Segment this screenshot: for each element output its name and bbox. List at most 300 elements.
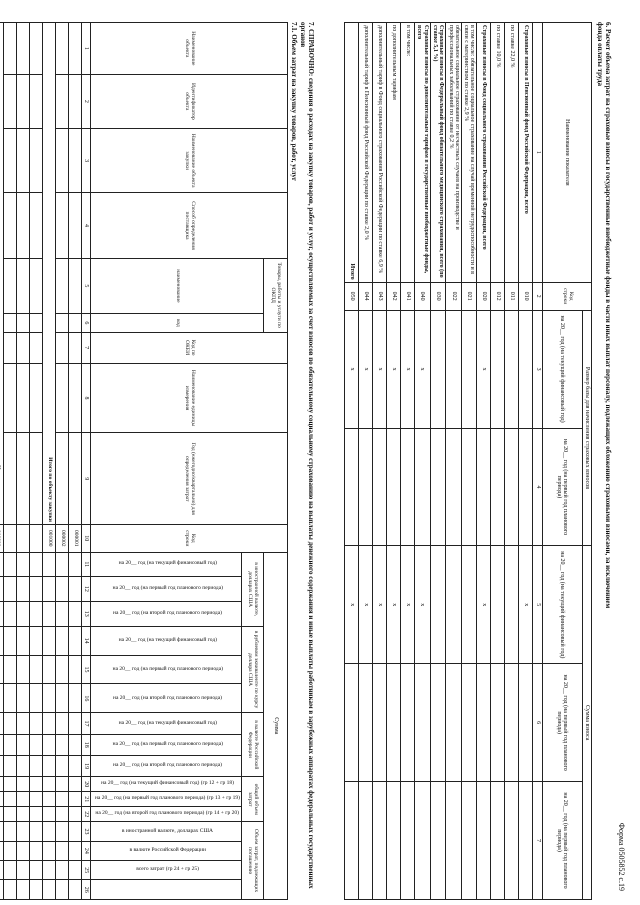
- s7-cell: [68, 807, 81, 822]
- s6-cell: x: [401, 546, 415, 664]
- s7-cell: [16, 734, 29, 755]
- s6-cell: [461, 782, 477, 900]
- s7-cell: [55, 861, 68, 880]
- s7-cell: [29, 880, 42, 900]
- s6-cell: [430, 664, 446, 782]
- s7-cell: [42, 552, 55, 576]
- s7-cell: [68, 655, 81, 684]
- s7-cell: [68, 861, 81, 880]
- s7-head-g2-ya: на 20__ год (на текущий финансовый год): [118, 636, 217, 643]
- s7-head-g2-yc: на 20__ год (на второй год планового периода): [113, 694, 222, 701]
- s7-cell: [16, 880, 29, 900]
- s7-cell: [16, 822, 29, 841]
- s6-cell: [446, 428, 462, 546]
- s7-table-row: [55, 23, 68, 900]
- s7-colnum: 18: [81, 734, 90, 755]
- s6-cell: x: [373, 546, 387, 664]
- s7-cell: [68, 314, 81, 333]
- s7-colnum: 7: [81, 332, 90, 363]
- s7-cell: [55, 734, 68, 755]
- s6-cell: x: [345, 310, 359, 428]
- s6-row-code: 012: [491, 282, 505, 310]
- s7-cell: [68, 576, 81, 601]
- s6-row-code: 022: [446, 282, 462, 310]
- s7-cell: [29, 734, 42, 755]
- s7-cell: [29, 755, 42, 776]
- s7-head-goods-code: код: [91, 314, 264, 333]
- s7-row-code: 000001: [68, 524, 81, 552]
- s7-head-g5: Объем затрат, подлежащих погашению: [242, 822, 264, 900]
- s6-row-code: 020: [477, 282, 491, 310]
- s7-table-row: [68, 23, 81, 900]
- s7-cell: [55, 880, 68, 900]
- s7-colnum: 3: [81, 128, 90, 192]
- s7-colnum: 1: [81, 23, 90, 75]
- s6-row-code: 043: [373, 282, 387, 310]
- s6-head-code: Код строки: [542, 282, 591, 310]
- s7-head-g1-ya: на 20__ год (на текущий финансовый год): [118, 560, 217, 567]
- s6-row-code: 040: [415, 282, 431, 310]
- s6-colnum: 7: [533, 782, 542, 900]
- s7-cell: [29, 822, 42, 841]
- s7-cell: [29, 128, 42, 192]
- s6-cell: x: [477, 310, 491, 428]
- s6-cell: [446, 546, 462, 664]
- s7-cell: [68, 433, 81, 525]
- s7-cell: [0, 880, 3, 900]
- s6-cell: x: [359, 310, 373, 428]
- s7-cell: [55, 258, 68, 313]
- s6-colnum: 3: [533, 310, 542, 428]
- s7-head-name: Наименование объекта: [91, 23, 288, 75]
- s7-cell: [55, 552, 68, 576]
- s7-cell: [55, 822, 68, 841]
- s7-head-g1: в иностранной валюте, долларах США: [242, 552, 264, 626]
- s6-head-group-plan: Сумма взноса: [582, 546, 591, 900]
- s6-row-code: 011: [505, 282, 519, 310]
- s6-row-code: 041: [401, 282, 415, 310]
- s7-cell: [68, 755, 81, 776]
- s6-cell: [505, 664, 519, 782]
- s7-cell: [0, 734, 3, 755]
- s7-cell: [42, 601, 55, 626]
- s7-cell: [29, 74, 42, 128]
- s7-cell: [68, 841, 81, 860]
- s7-cell: [55, 332, 68, 363]
- s7-cell: [16, 713, 29, 734]
- s7-cell: [42, 880, 55, 900]
- s7-cell: [68, 734, 81, 755]
- s7-cell: [29, 601, 42, 626]
- s7-cell: [0, 713, 3, 734]
- s7-colnum: 22: [81, 807, 90, 822]
- s7-cell: [68, 626, 81, 655]
- s7-cell: [16, 755, 29, 776]
- s7-cell: [68, 128, 81, 192]
- s6-cell: [519, 782, 533, 900]
- s7-cell: [42, 841, 55, 860]
- s7-cell: [29, 258, 42, 313]
- s7-cell: [29, 655, 42, 684]
- s7-cell: [29, 841, 42, 860]
- s7-head-ident: Идентификатор объекта: [91, 74, 288, 128]
- s6-cell: x: [387, 546, 401, 664]
- s7-cell: [29, 576, 42, 601]
- s7-cell: [16, 792, 29, 807]
- s6-row-name: Страховые взносы в Пенсионный фонд Российской Федерации, всего: [519, 23, 533, 283]
- s6-cell: [345, 428, 359, 546]
- s7-cell: [68, 777, 81, 792]
- s6-table-row: [387, 23, 401, 900]
- s7-cell: [55, 684, 68, 713]
- s6-row-code: 050: [345, 282, 359, 310]
- s7-cell: [29, 777, 42, 792]
- s7-subtotal-label: Итого по объекту закупки: [42, 23, 55, 525]
- s6-colnum: 5: [533, 546, 542, 664]
- s6-table-row: [519, 23, 533, 900]
- s7-head-g5-usd: в иностранной валюте, долларах США: [121, 827, 214, 834]
- s7-head-g2-yb: на 20__ год (на первый год планового периода): [112, 665, 223, 672]
- s6-cell: [401, 782, 415, 900]
- s7-cell: [42, 822, 55, 841]
- s7-cell: [3, 601, 16, 626]
- s6-cell: [345, 782, 359, 900]
- s7-cell: [42, 576, 55, 601]
- s7-colnum: 10: [81, 524, 90, 552]
- s7-row-code: 001000: [42, 524, 55, 552]
- s7-cell: [68, 193, 81, 258]
- s6-row-name: по дополнительным тарифам: [387, 23, 401, 283]
- s6-cell: [461, 428, 477, 546]
- s6-row-code: 030: [430, 282, 446, 310]
- s7-cell: [42, 777, 55, 792]
- s7-head-goods-name: наименование: [91, 258, 264, 313]
- s7-cell: [29, 684, 42, 713]
- s7-cell: [29, 314, 42, 333]
- s6-cell: [373, 428, 387, 546]
- s6-cell: [461, 310, 477, 428]
- s6-cell: [359, 782, 373, 900]
- s6-row-code: 044: [359, 282, 373, 310]
- s7-cell: [55, 807, 68, 822]
- s6-cell: [401, 428, 415, 546]
- s7-cell: [3, 193, 16, 258]
- s7-cell: [3, 777, 16, 792]
- s7-cell: [0, 792, 3, 807]
- s7-cell: [0, 841, 3, 860]
- s7-colnum: 23: [81, 822, 90, 841]
- s6-cell: [491, 428, 505, 546]
- s6-cell: [446, 664, 462, 782]
- s6-cell: [401, 664, 415, 782]
- s7-cell: [42, 807, 55, 822]
- s7-cell: [29, 193, 42, 258]
- s6-head-y2: на 20__ год (на первый год планового периода): [542, 428, 582, 546]
- s7-row-code: [0, 524, 3, 552]
- s6-head-y2b: на 20__ год (на первый год планового периода): [542, 782, 582, 900]
- s7-cell: [0, 861, 3, 880]
- s6-table-row: [415, 23, 431, 900]
- s6-cell: [491, 664, 505, 782]
- s7-cell: [55, 792, 68, 807]
- s6-table-row: [505, 23, 519, 900]
- s7-cell: [55, 23, 68, 75]
- s7-colnum: 9: [81, 433, 90, 525]
- s7-cell: [3, 734, 16, 755]
- s7-cell: [16, 74, 29, 128]
- s7-cell: [16, 258, 29, 313]
- s6-colnum: 1: [533, 23, 542, 283]
- s7-colnum: 19: [81, 755, 90, 776]
- s7-head-g1-yb: на 20__ год (на первый год планового периода): [112, 585, 223, 591]
- s7-cell: [68, 363, 81, 433]
- s6-table-row: [345, 23, 359, 900]
- s7-cell: [3, 314, 16, 333]
- s7-colnum: 21: [81, 792, 90, 807]
- s6-row-name: обязательное социальное страхование от несчастных случаев на производстве и профессиональных заболеваний по ставке 0,2 %: [446, 23, 462, 283]
- section6-title: 6. Расчет объема затрат на страховые взносы в государственные внебюджетные фонды в части иных выплат персоналу, подлежащих обложению страховыми взносами, за исключением фонда оплаты труда: [596, 22, 612, 609]
- s7-cell: [29, 713, 42, 734]
- s7-cell: [68, 601, 81, 626]
- s6-row-code: 010: [519, 282, 533, 310]
- s7-colnum: 15: [81, 655, 90, 684]
- s7-cell: [3, 74, 16, 128]
- s7-cell: [42, 792, 55, 807]
- s6-cell: [415, 428, 431, 546]
- s7-cell: [55, 193, 68, 258]
- s7-head-g4: общий объем затрат: [242, 777, 264, 822]
- s7-colnum: 4: [81, 193, 90, 258]
- s6-colnum: 4: [533, 428, 542, 546]
- s7-cell: [3, 880, 16, 900]
- s7-cell: [3, 841, 16, 860]
- s6-cell: [491, 310, 505, 428]
- s7-head-okei: Код по ОКЕИ: [91, 332, 288, 363]
- s7-cell: [3, 576, 16, 601]
- s7-colnum: 11: [81, 552, 90, 576]
- s7-cell: [16, 193, 29, 258]
- s7-head-g3-yc: на 20__ год (на второй год планового периода): [113, 762, 222, 769]
- s6-cell: [461, 664, 477, 782]
- s7-cell: [29, 524, 42, 552]
- s6-row-name: Страховые взносы в Фонд социального страхования Российской Федерации, всего: [477, 23, 491, 283]
- s7-cell: [0, 626, 3, 655]
- s7-head-code: Код строки: [91, 524, 288, 552]
- s7-subtotal-row: [42, 23, 55, 900]
- s6-row-name: дополнительный тариф в Фонд социального страхования Российской Федерации по ставке 6,9 %: [373, 23, 387, 283]
- s7-cell: [16, 433, 29, 525]
- s6-row-name: Страховые взносы по дополнительным тарифам в государственные внебюджетные фонды, всего: [415, 23, 431, 283]
- s7-cell: [68, 552, 81, 576]
- s6-table-row: [491, 23, 505, 900]
- s6-cell: [505, 310, 519, 428]
- s6-cell: x: [415, 310, 431, 428]
- s7-cell: [3, 23, 16, 75]
- s6-row-name: Итого: [345, 23, 359, 283]
- s7-cell: [55, 841, 68, 860]
- s7-head-unit: Наименование единицы измерения: [91, 363, 288, 433]
- s6-table-row: [401, 23, 415, 900]
- s6-cell: [505, 428, 519, 546]
- s6-cell: [345, 664, 359, 782]
- s7-cell: [29, 807, 42, 822]
- s6-head-group-report: Размер базы для начисления страховых взносов: [582, 310, 591, 546]
- s7-colnum: 26: [81, 880, 90, 900]
- s7-cell: [29, 363, 42, 433]
- s6-table-row: [477, 23, 491, 900]
- s7-colnum: 17: [81, 713, 90, 734]
- s6-cell: x: [477, 546, 491, 664]
- s7-cell: [29, 23, 42, 75]
- s7-cell: [16, 23, 29, 75]
- s7-head-kind: Наименование объекта закупки: [91, 128, 288, 192]
- s7-cell: [68, 713, 81, 734]
- s7-head-g4-b: на 20__ год (на первый год планового периода) (гр 13 + гр 19): [94, 795, 240, 802]
- s7-cell: [3, 552, 16, 576]
- s7-cell: [42, 684, 55, 713]
- s7-cell: [3, 807, 16, 822]
- s6-row-code: 042: [387, 282, 401, 310]
- s6-cell: [359, 664, 373, 782]
- s6-cell: [491, 546, 505, 664]
- s7-cell: [3, 713, 16, 734]
- s7-row-code: 000002: [55, 524, 68, 552]
- s6-cell: [359, 428, 373, 546]
- s7-head-g2: в рублевом эквиваленте по курсу доллара США: [242, 626, 264, 713]
- section7-subtitle: 7.1. Объем затрат на закупку товаров, работ, услуг: [290, 22, 298, 182]
- s6-cell: [373, 664, 387, 782]
- s7-cell: [42, 626, 55, 655]
- s7-cell: [3, 655, 16, 684]
- s7-cell: [55, 655, 68, 684]
- s7-cell: [55, 128, 68, 192]
- s7-cell: [0, 655, 3, 684]
- s7-blank-row: [29, 23, 42, 900]
- s7-cell: [42, 861, 55, 880]
- s7-cell: [16, 128, 29, 192]
- s6-row-name: дополнительный тариф в Пенсионный фонд Российской Федерации по ставке 2,0 %: [359, 23, 373, 283]
- s6-cell: x: [519, 546, 533, 664]
- s6-cell: x: [387, 310, 401, 428]
- s7-cell: [16, 807, 29, 822]
- s7-cell: [16, 363, 29, 433]
- s6-cell: [519, 664, 533, 782]
- s7-cell: [55, 713, 68, 734]
- s7-cell: [3, 861, 16, 880]
- s7-blank-row: [3, 23, 16, 900]
- s7-head-goods: Товары, работы и услуги по ОКПД: [264, 258, 288, 332]
- s7-cell: [16, 524, 29, 552]
- s6-cell: [519, 310, 533, 428]
- s6-cell: [461, 546, 477, 664]
- s7-head-g1-yc: на 20__ год (на второй год планового периода): [113, 609, 222, 616]
- s7-cell: [16, 332, 29, 363]
- s6-colnum: 6: [533, 664, 542, 782]
- section7-table: [0, 22, 288, 900]
- s6-row-name: Страховые взносы в Федеральный фонд обязательного медицинского страхования, всего (по ставке 5,1 %): [430, 23, 446, 283]
- s6-table-row: [373, 23, 387, 900]
- s6-cell: [430, 310, 446, 428]
- s7-colnum: 24: [81, 841, 90, 860]
- s7-head-g4-c: на 20__ год (на второй год планового периода) (гр 14 + гр 20): [95, 810, 240, 817]
- s6-cell: [477, 782, 491, 900]
- s7-cell: [0, 601, 3, 626]
- s7-cell: [16, 576, 29, 601]
- s6-cell: [387, 428, 401, 546]
- s7-head-g3-ya: на 20__ год (на текущий финансовый год): [118, 719, 217, 726]
- s7-cell: [16, 552, 29, 576]
- s7-cell: [3, 524, 16, 552]
- s7-cell: [29, 861, 42, 880]
- s7-cell: [3, 684, 16, 713]
- s7-cell: [16, 684, 29, 713]
- s7-cell: [42, 713, 55, 734]
- s7-cell: [29, 332, 42, 363]
- s7-cell: [3, 258, 16, 313]
- s6-cell: [446, 310, 462, 428]
- s7-cell: [16, 626, 29, 655]
- s7-cell: [16, 841, 29, 860]
- s7-cell: [3, 755, 16, 776]
- form-label: Форма 0505852 с.19: [617, 822, 626, 891]
- s7-subtotal-label: [0, 23, 3, 525]
- s7-cell: [0, 777, 3, 792]
- s7-cell: [29, 792, 42, 807]
- s7-cell: [55, 363, 68, 433]
- s7-cell: [3, 792, 16, 807]
- s7-cell: [42, 755, 55, 776]
- s7-head-year: Год (ежегодно/квартально) для определения затрат: [91, 433, 288, 525]
- s7-cell: [42, 734, 55, 755]
- s7-head-g5-all: всего затрат (гр 24 + гр 25): [136, 866, 199, 873]
- s7-colnum: 6: [81, 314, 90, 333]
- s7-blank-row: [16, 23, 29, 900]
- s7-cell: [55, 601, 68, 626]
- s6-head-y4: на 20__ год (на первый год планового периода): [542, 664, 582, 782]
- s6-head-y1: на 20__ год (на текущий финансовый год): [542, 310, 582, 428]
- s7-colnum: 2: [81, 74, 90, 128]
- s6-cell: [430, 782, 446, 900]
- s7-cell: [3, 822, 16, 841]
- s7-colnum: 25: [81, 861, 90, 880]
- s6-head-name: Наименование показателя: [542, 23, 591, 283]
- s7-cell: [0, 755, 3, 776]
- s7-cell: [3, 332, 16, 363]
- s6-cell: x: [401, 310, 415, 428]
- s6-cell: [446, 782, 462, 900]
- s7-cell: [68, 822, 81, 841]
- s7-cell: [55, 755, 68, 776]
- s7-cell: [16, 601, 29, 626]
- s6-cell: x: [373, 310, 387, 428]
- s7-colnum: 12: [81, 576, 90, 601]
- s7-head-group-value: Сумма: [264, 552, 288, 899]
- s6-cell: [415, 782, 431, 900]
- s6-cell: [373, 782, 387, 900]
- s7-cell: [68, 792, 81, 807]
- s6-cell: [491, 782, 505, 900]
- s6-row-name: в том числе:: [401, 23, 415, 283]
- s7-cell: [16, 777, 29, 792]
- s6-cell: x: [359, 546, 373, 664]
- s7-cell: [16, 861, 29, 880]
- s7-head-extra: [91, 880, 242, 900]
- s6-cell: [519, 428, 533, 546]
- s7-head-g5-rub: в валюте Российской Федерации: [129, 846, 206, 853]
- s7-cell: [16, 655, 29, 684]
- s7-cell: [68, 74, 81, 128]
- s6-row-name: по ставке 10,0 %: [491, 23, 505, 283]
